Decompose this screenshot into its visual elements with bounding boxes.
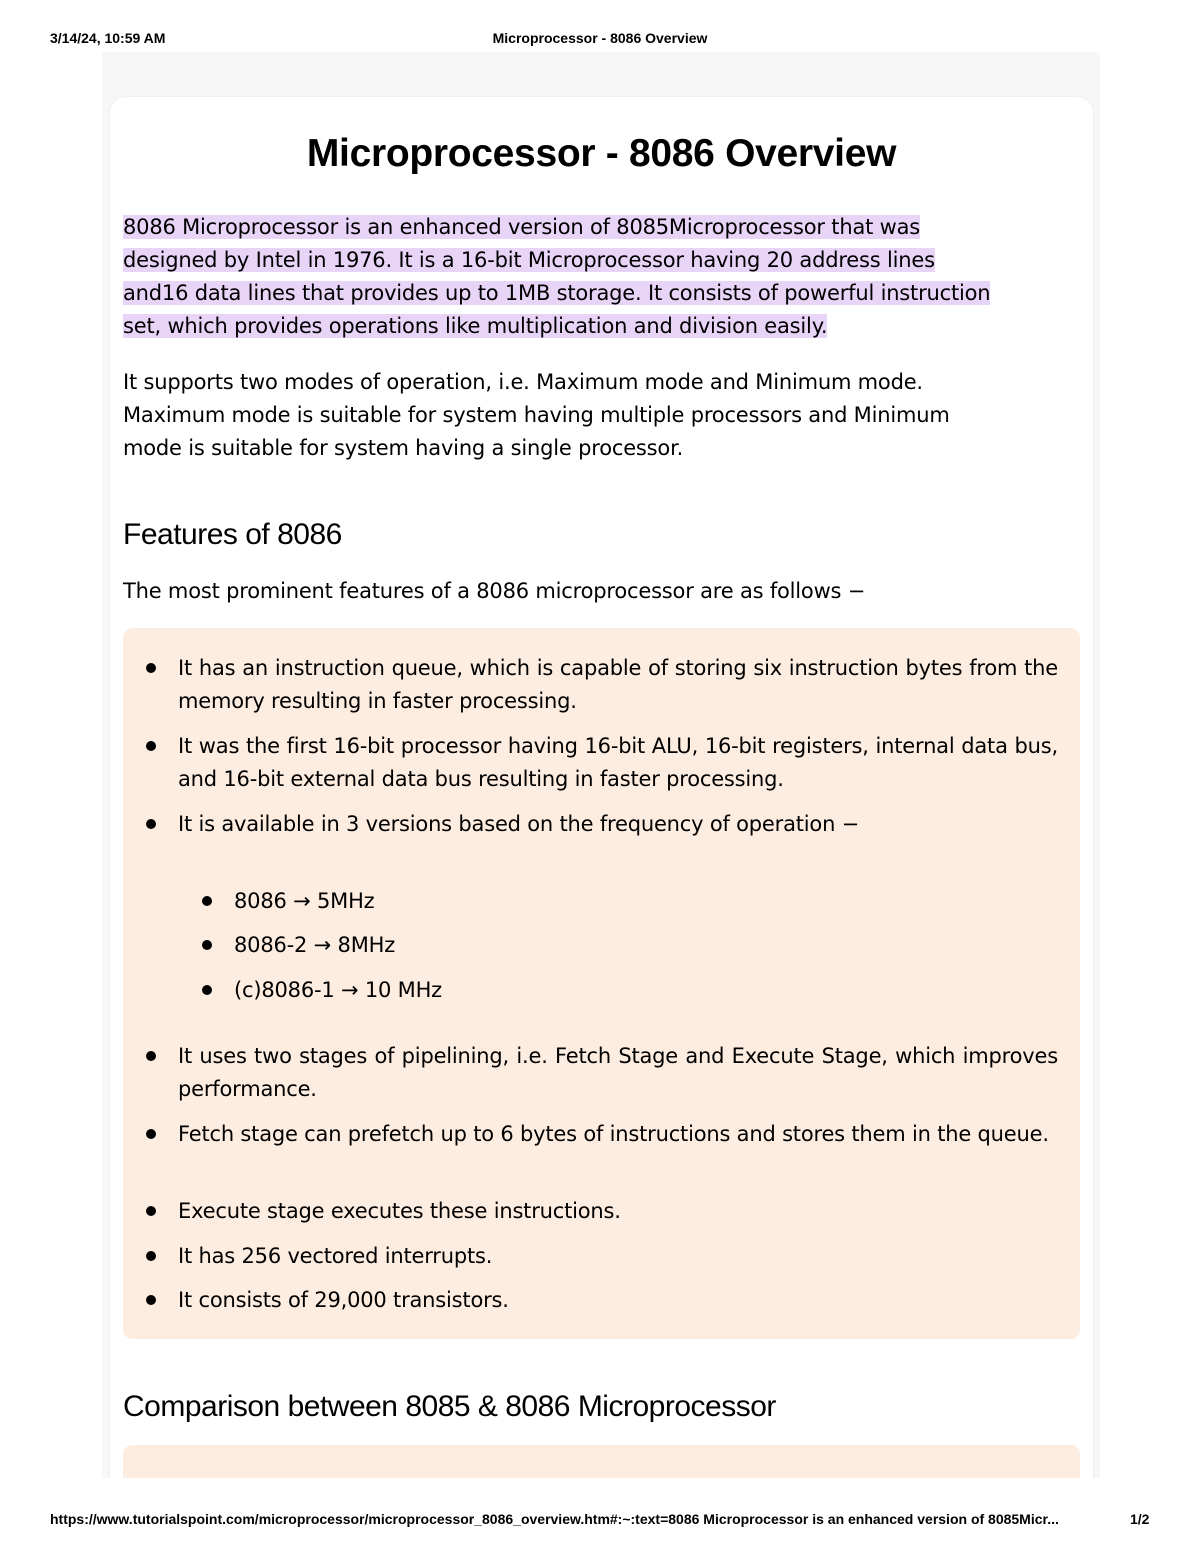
print-footer (0, 1511, 1200, 1529)
print-date: 3/14/24, 10:59 AM (50, 30, 166, 46)
bullet-icon (146, 1129, 156, 1139)
list-item: It has an instruction queue, which is capable of storing six instruction bytes from the memory resulting in faster processing. (178, 656, 1058, 713)
bullet-icon (146, 819, 156, 829)
sub-list-item: 8086-2 → 8MHz (234, 933, 396, 957)
comparison-heading: Comparison between 8085 & 8086 Microprocessor (123, 1390, 776, 1423)
text-line: It supports two modes of operation, i.e. Maximum mode and Minimum mode. (123, 370, 923, 394)
bullet-icon (146, 1295, 156, 1305)
bullet-icon (146, 1206, 156, 1216)
list-item: It is available in 3 versions based on the frequency of operation − (178, 812, 860, 836)
features-intro: The most prominent features of a 8086 microprocessor are as follows − (123, 579, 866, 603)
bullet-icon (146, 1051, 156, 1061)
list-item: It uses two stages of pipelining, i.e. Fetch Stage and Execute Stage, which improves performance. (178, 1044, 1058, 1101)
print-url: https://www.tutorialspoint.com/microprocessor/microprocessor_8086_overview.htm#:~:text=8086 Microprocessor is an enhanced version of 8085Micr... (50, 1511, 1059, 1527)
list-item: Fetch stage can prefetch up to 6 bytes of instructions and stores them in the queue. (178, 1122, 1049, 1146)
sub-list-item: 8086 → 5MHz (234, 889, 375, 913)
article-title: Microprocessor - 8086 Overview (306, 132, 897, 175)
text-line: mode is suitable for system having a single processor. (123, 436, 684, 460)
bullet-icon (202, 985, 212, 995)
highlighted-text-line: 8086 Microprocessor is an enhanced version of 8085Microprocessor that was (123, 215, 921, 239)
highlighted-text-line: and16 data lines that provides up to 1MB storage. It consists of powerful instruction (123, 281, 991, 305)
modes-paragraph (123, 366, 1073, 465)
bullet-icon (202, 940, 212, 950)
page-number: 1/2 (1130, 1511, 1150, 1527)
list-item: It has 256 vectored interrupts. (178, 1244, 493, 1268)
highlighted-text-line: designed by Intel in 1976. It is a 16-bit Microprocessor having 20 address lines (123, 248, 935, 272)
bullet-icon (202, 896, 212, 906)
text-line: Maximum mode is suitable for system having multiple processors and Minimum (123, 403, 950, 427)
list-item: It was the first 16-bit processor having 16-bit ALU, 16-bit registers, internal data bus, and 16-bit external data bus resulting in faster processing. (178, 734, 1058, 791)
bullet-icon (146, 741, 156, 751)
print-header (0, 30, 1200, 48)
intro-paragraph (123, 211, 1073, 343)
highlighted-text-line: set, which provides operations like multiplication and division easily. (123, 314, 828, 338)
bullet-icon (146, 1251, 156, 1261)
bullet-icon (146, 663, 156, 673)
list-item: It consists of 29,000 transistors. (178, 1288, 509, 1312)
sub-list-item: (c)8086-1 → 10 MHz (234, 978, 442, 1002)
print-page-title: Microprocessor - 8086 Overview (492, 30, 708, 46)
list-item: Execute stage executes these instructions. (178, 1199, 621, 1223)
features-heading: Features of 8086 (123, 518, 342, 551)
